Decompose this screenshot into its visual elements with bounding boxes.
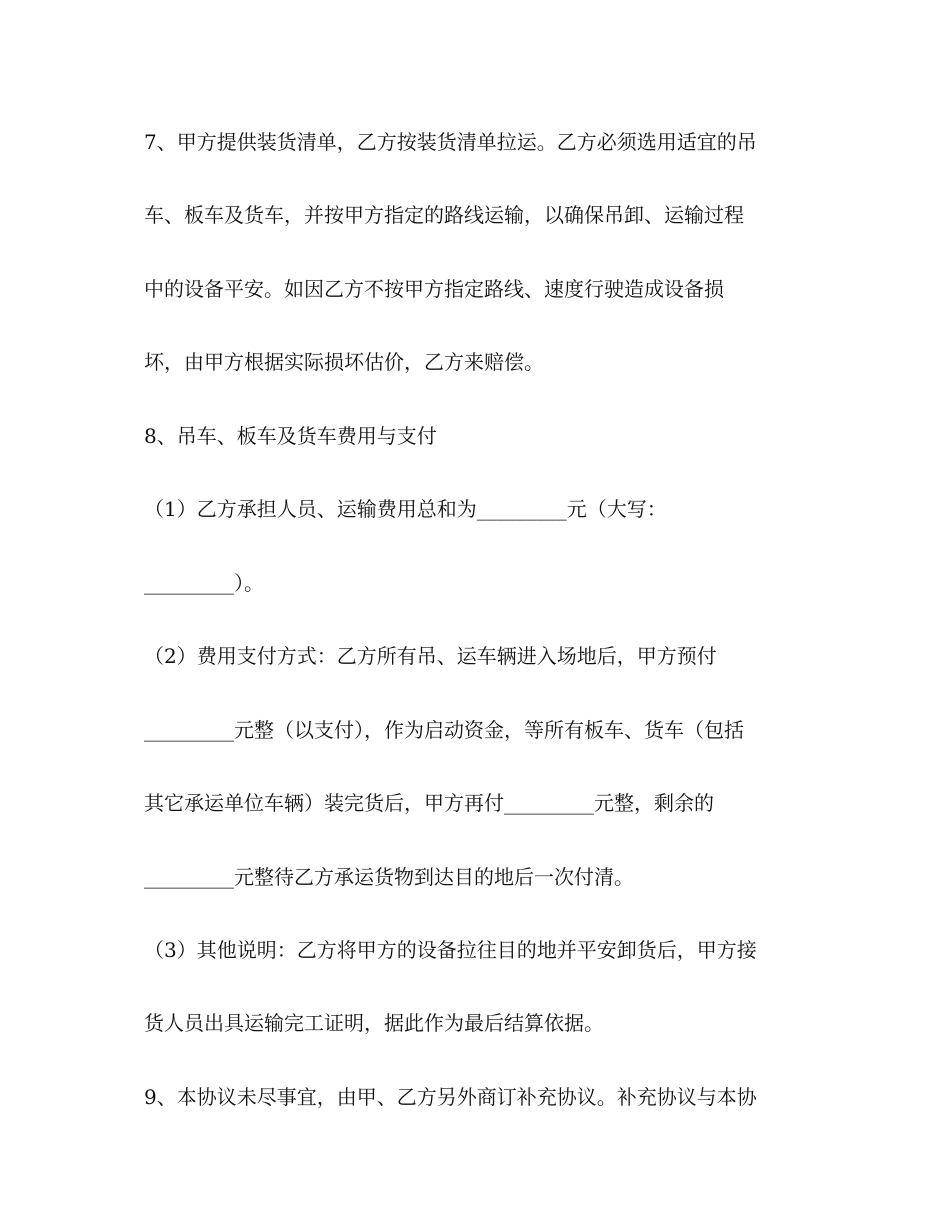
clause-8-item-2-line-4: _________元整待乙方承运货物到达目的地后一次付清。: [144, 865, 634, 889]
clause-8-item-3-line-2: 货人员出具运输完工证明，据此作为最后结算依据。: [144, 1011, 604, 1035]
clause-7-line-4: 坏，由甲方根据实际损坏估价，乙方来赔偿。: [144, 350, 544, 374]
clause-8-item-2-line-2: _________元整（以支付），作为启动资金，等所有板车、货车（包括: [144, 718, 744, 742]
clause-7-line-1: 7、甲方提供装货清单，乙方按装货清单拉运。乙方必须选用适宜的吊: [144, 130, 757, 154]
clause-8-heading: 8、吊车、板车及货车费用与支付: [144, 424, 437, 448]
clause-7-line-2: 车、板车及货车，并按甲方指定的路线运输，以确保吊卸、运输过程: [144, 203, 744, 227]
clause-8-item-1-line-2: _________）。: [144, 571, 264, 595]
clause-8-item-3-line-1: （3）其他说明：乙方将甲方的设备拉往目的地并平安卸货后，甲方接: [144, 938, 757, 962]
clause-7-line-3: 中的设备平安。如因乙方不按甲方指定路线、速度行驶造成设备损: [144, 277, 724, 301]
clause-8-item-2-line-1: （2）费用支付方式：乙方所有吊、运车辆进入场地后，甲方预付: [144, 644, 717, 668]
clause-8-item-2-line-3: 其它承运单位车辆）装完货后，甲方再付_________元整，剩余的: [144, 791, 714, 815]
clause-8-item-1-line-1: （1）乙方承担人员、运输费用总和为_________元（大写：: [144, 497, 667, 521]
clause-9-line-1: 9、本协议未尽事宜，由甲、乙方另外商订补充协议。补充协议与本协: [144, 1085, 757, 1109]
